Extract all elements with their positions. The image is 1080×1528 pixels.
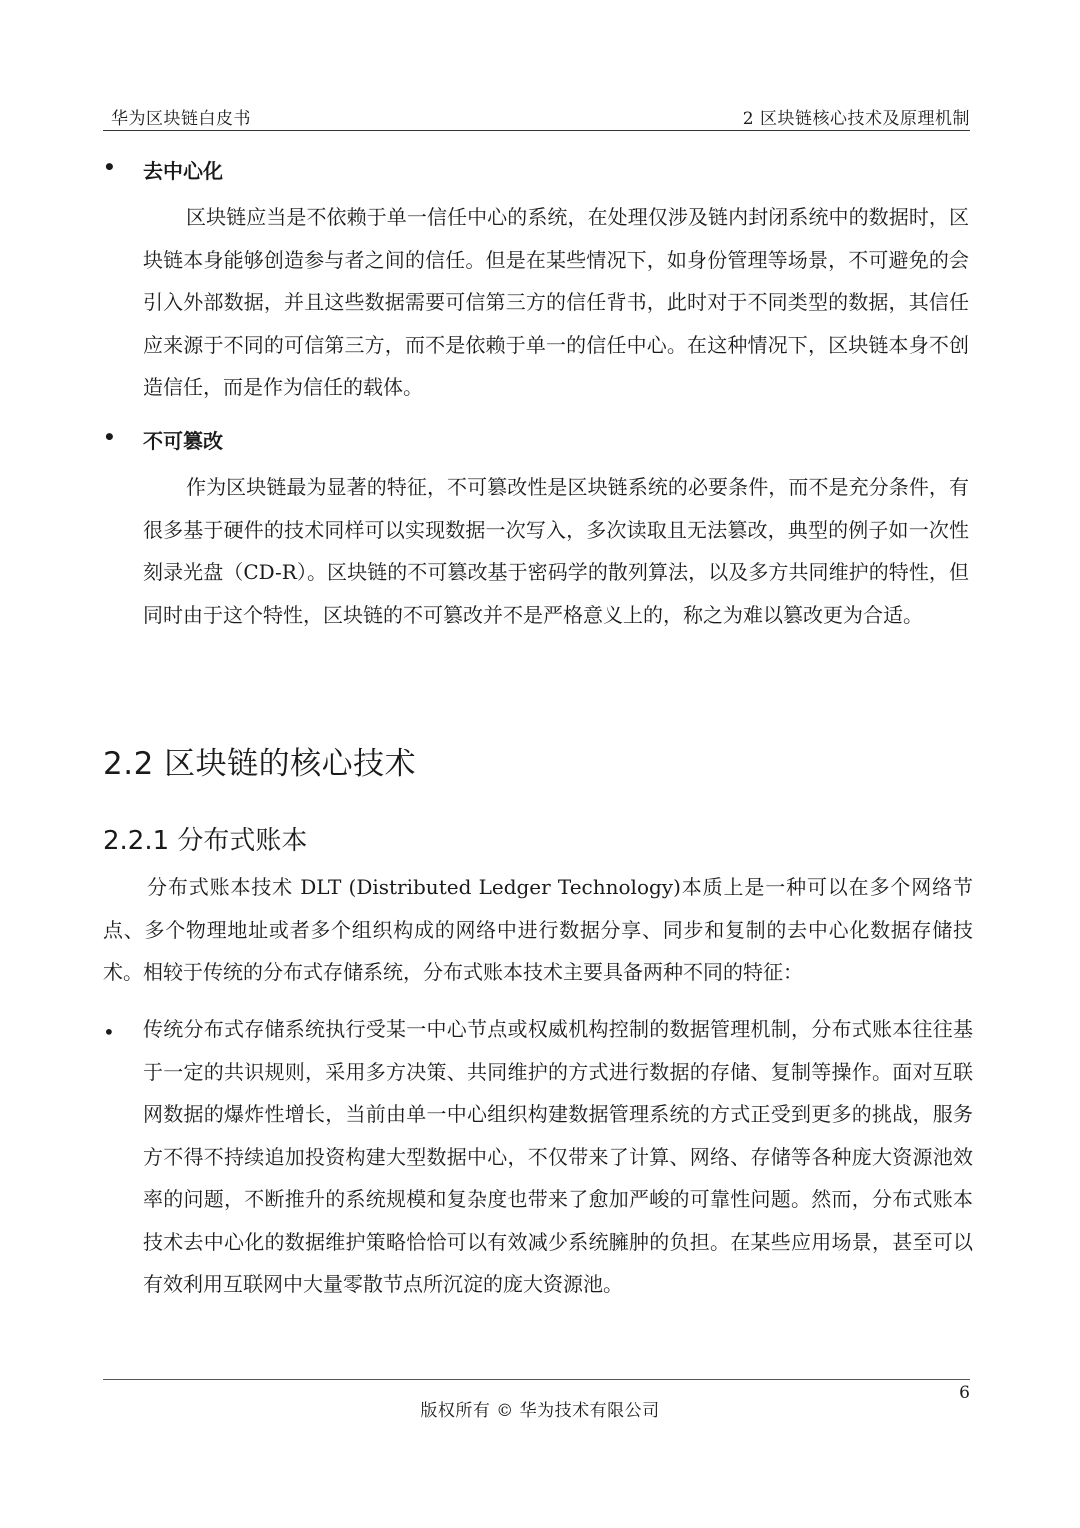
page-header: [103, 104, 970, 130]
bullet-heading-text: 不可篡改: [143, 429, 223, 453]
header-document-title: 华为区块链白皮书: [111, 109, 251, 129]
header-chapter-title: 2 区块链核心技术及原理机制: [742, 109, 970, 129]
section-heading: 2.2 区块链的核心技术: [103, 746, 417, 782]
paragraph-decentralization: 区块链应当是不依赖于单一信任中心的系统，在处理仅涉及链内封闭系统中的数据时，区块链本身能够创造参与者之间的信任。但是在某些情况下，如身份管理等场景，不可避免的会引入外部数据，并且这些数据需要可信第三方的信任背书，此时对于不同类型的数据，其信任应来源于不同的可信第三方，而不是依赖于单一的信任中心。在这种情况下，区块链本身不创造信任，而是作为信任的载体。: [143, 205, 969, 399]
page-number: 6: [959, 1383, 970, 1403]
bullet-marker: •: [103, 425, 116, 449]
bullet-marker: •: [103, 155, 116, 179]
footer-divider: [103, 1379, 970, 1380]
paragraph-immutability: 作为区块链最为显著的特征，不可篡改性是区块链系统的必要条件，而不是充分条件，有很多基于硬件的技术同样可以实现数据一次写入，多次读取且无法篡改，典型的例子如一次性刻录光盘（CD-R）。区块链的不可篡改基于密码学的散列算法，以及多方共同维护的特性，但同时由于这个特性，区块链的不可篡改并不是严格意义上的，称之为难以篡改更为合适。: [143, 475, 969, 627]
bullet-marker: •: [103, 1020, 115, 1044]
paragraph-dlt-bullet: 传统分布式存储系统执行受某一中心节点或权威机构控制的数据管理机制，分布式账本往往基于一定的共识规则，采用多方决策、共同维护的方式进行数据的存储、复制等操作。面对互联网数据的爆炸性增长，当前由单一中心组织构建数据管理系统的方式正受到更多的挑战，服务方不得不持续追加投资构建大型数据中心，不仅带来了计算、网络、存储等各种庞大资源池效率的问题，不断推升的系统规模和复杂度也带来了愈加严峻的可靠性问题。然而，分布式账本技术去中心化的数据维护策略恰恰可以有效减少系统臃肿的负担。在某些应用场景，甚至可以有效利用互联网中大量零散节点所沉淀的庞大资源池。: [143, 1017, 973, 1296]
subsection-heading: 2.2.1 分布式账本: [103, 826, 308, 856]
header-divider: [103, 130, 970, 131]
footer-copyright: 版权所有 © 华为技术有限公司: [420, 1401, 660, 1421]
bullet-heading-text: 去中心化: [143, 159, 223, 183]
paragraph-dlt-intro: 分布式账本技术 DLT (Distributed Ledger Technology)本质上是一种可以在多个网络节点、多个物理地址或者多个组织构成的网络中进行数据分享、同步和复制的去中心化数据存储技术。相较于传统的分布式存储系统，分布式账本技术主要具备两种不同的特征：: [103, 875, 973, 984]
